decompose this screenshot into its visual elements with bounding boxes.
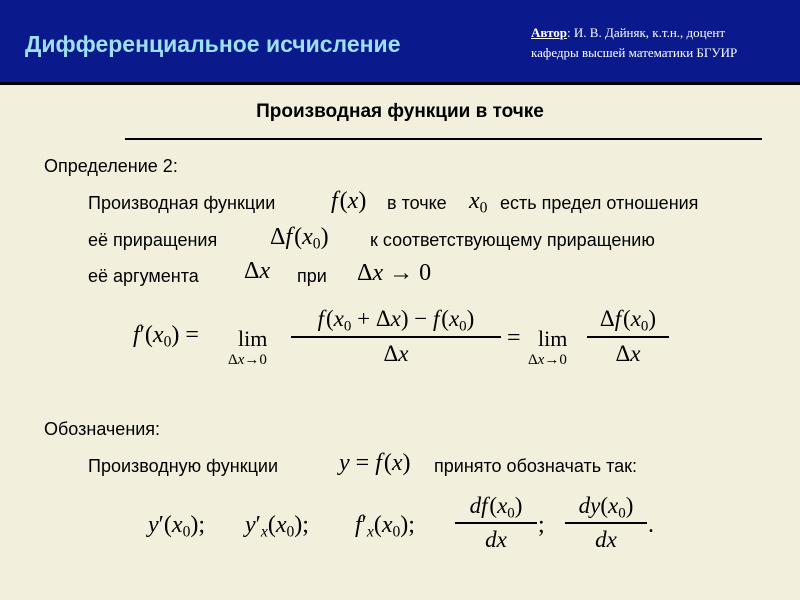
definition-line1-c: есть предел отношения (500, 193, 699, 213)
difference-quotient-denominator: Δx (383, 340, 409, 366)
author-label: Автор (531, 25, 568, 40)
period: . (648, 512, 654, 538)
header-bar (0, 0, 800, 85)
author-line2: кафедры высшей математики БГУИР (531, 45, 738, 60)
lim-1-subscript: Δx→0 (228, 352, 267, 368)
author-line1: : И. В. Дайняк, к.т.н., доцент (567, 25, 726, 40)
increment-ratio (587, 306, 669, 367)
equals-sign: = (507, 325, 521, 351)
notation-f-prime-x: $f'_x(x_0)$; (355, 512, 415, 541)
formula-delta-x-to-zero: Δx → 0 (357, 260, 432, 286)
fraction-bar (455, 522, 537, 524)
notation-y-prime: $y'(x_0)$; (148, 512, 206, 541)
lim-2-subscript: Δx→0 (528, 352, 567, 368)
definition-line1-b: в точке (387, 193, 447, 213)
formula-delta-x: Δx (244, 258, 271, 284)
lim-2: lim (538, 326, 568, 351)
difference-quotient-numerator: f $(x_0 + \Delta x) - f$ $(x_0)$ (317, 306, 475, 335)
formula-y-equals-f-x: y = f (x) (339, 450, 411, 476)
definition-line3-b: при (297, 266, 327, 286)
slide-title: Производная функции в точке (256, 101, 544, 122)
semicolon: ; (538, 512, 545, 538)
definition-heading: Определение 2: (44, 156, 178, 176)
fraction-bar (565, 522, 647, 524)
title-divider (125, 138, 762, 140)
definition-line3-a: её аргумента (88, 266, 199, 286)
formula-f-of-x: f (x) (331, 188, 367, 214)
notation-heading: Обозначения: (44, 419, 161, 439)
definition-line2-b: к соответствующему приращению (370, 230, 655, 250)
increment-ratio-numerator: Δf $(x_0)$ (599, 306, 657, 335)
notation-dy-dx: $dy(x_0)$ dx (565, 493, 647, 553)
difference-quotient (291, 306, 501, 367)
fraction-bar (587, 336, 669, 338)
notation-line-b: принято обозначать так: (434, 456, 638, 476)
lim-1: lim (238, 326, 268, 351)
notation-df-dx: df $(x_0)$ dx (455, 493, 537, 553)
formula-x0: $x_0$ (469, 188, 488, 217)
course-title: Дифференциальное исчисление (25, 31, 401, 57)
formula-delta-f-x0: Δf $(x_0)$ (270, 224, 329, 253)
formula-f-prime-x0: $f'(x_0)$ = (133, 322, 199, 351)
author-info (531, 23, 737, 63)
increment-ratio-denominator: Δx (615, 340, 641, 366)
definition-line1-a: Производная функции (88, 193, 276, 213)
notation-y-prime-x: $y'_x(x_0)$; (245, 512, 309, 541)
definition-line2-a: её приращения (88, 230, 218, 250)
notation-line-a: Производную функции (88, 456, 279, 476)
fraction-bar (291, 336, 501, 338)
